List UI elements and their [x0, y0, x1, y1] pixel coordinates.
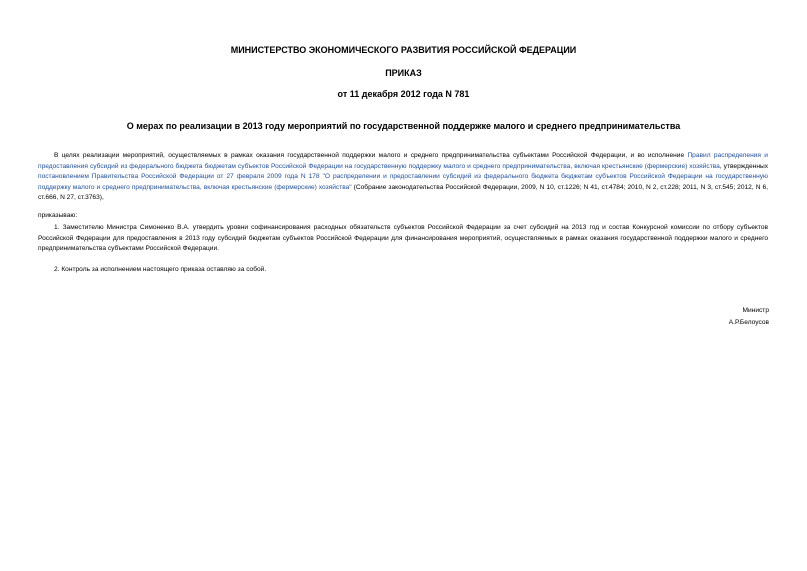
intro-text-2: , утвержденных	[719, 162, 768, 170]
order-item-1-text: 1. Заместителю Министра Симоненко В.А. утвердить уровни софинансирования расходных обязательств субъектов Российской Федерации за счет субсидий на 2013 год и состав Конкурсной комиссии по отбору субъектов Российской Федерации для предоставления в 2013 году субсидий бюджетам субъектов Российской Федерации для финансирования мероприятий, осуществляемых в рамках оказания государственной поддержки малого и среднего предпринимательства субъектами Российской Федерации.	[38, 224, 768, 252]
document-title: О мерах по реализации в 2013 году мероприятий по государственной поддержке малого и среднего предпринимательства	[126, 121, 681, 131]
order-item-1	[38, 223, 768, 255]
order-word: приказываю:	[38, 212, 78, 219]
order-item-2	[38, 265, 768, 276]
ministry-heading: МИНИСТЕРСТВО ЭКОНОМИЧЕСКОГО РАЗВИТИЯ РОССИЙСКОЙ ФЕДЕРАЦИИ	[230, 45, 577, 55]
intro-text-3: (Собрание законодательства Российской Федерации, 2009, N 10, ст.1226; N 41, ст.4784; 2010, N 2, ст.228; 2011, N 3, ст.545; 2012, N 6, ст.666, N 27, ст.3763),	[38, 183, 768, 201]
signatory-name: А.Р.Белоусов	[728, 319, 769, 326]
rules-link[interactable]: Правил распределения и предоставления субсидий из федерального бюджета бюджетам субъектов Российской Федерации на государственную поддержку малого и среднего предпринимательства, включая крестьянские (фермерские) хозяйства	[38, 152, 768, 170]
signatory-post: Министр	[742, 307, 769, 314]
document-type-heading: ПРИКАЗ	[385, 68, 422, 78]
date-number-heading: от 11 декабря 2012 года N 781	[337, 89, 470, 99]
intro-text-1: В целях реализации мероприятий, осуществляемых в рамках оказания государственной поддержки малого и среднего предпринимательства субъектами Российской Федерации, и во исполнение	[54, 152, 688, 159]
intro-paragraph	[38, 151, 768, 204]
resolution-link[interactable]: постановлением Правительства Российской Федерации от 27 февраля 2009 года N 178 "О распределении и предоставлении субсидий из федерального бюджета бюджетам субъектов Российской Федерации на государственную поддержку малого и среднего предпринимательства, включая крестьянские (фермерские) хозяйства"	[38, 173, 768, 191]
order-item-2-text: 2. Контроль за исполнением настоящего приказа оставляю за собой.	[54, 266, 267, 273]
